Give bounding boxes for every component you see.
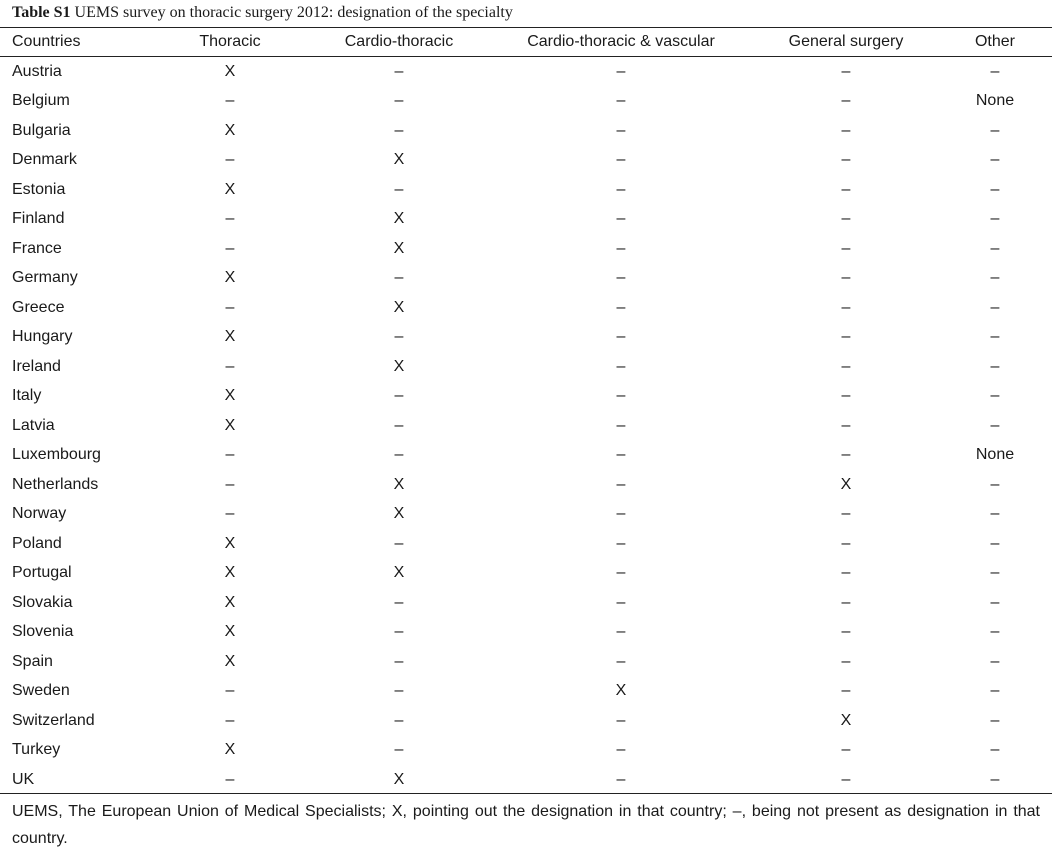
- cardio-thoracic-cell: –: [394, 593, 404, 611]
- table-row: [0, 588, 1052, 618]
- other-cell: –: [990, 210, 1000, 228]
- cardio-thoracic-vascular-cell: –: [616, 416, 626, 434]
- cardio-thoracic-cell: –: [394, 446, 404, 464]
- table-caption-text: UEMS survey on thoracic surgery 2012: designation of the specialty: [74, 4, 513, 21]
- table-row: [0, 352, 1052, 382]
- country-cell: Austria: [12, 62, 62, 80]
- cardio-thoracic-vascular-cell: –: [616, 475, 626, 493]
- cardio-thoracic-cell: –: [394, 180, 404, 198]
- cardio-thoracic-vascular-cell: –: [616, 770, 626, 788]
- country-cell: Greece: [12, 298, 65, 316]
- cardio-thoracic-cell: –: [394, 269, 404, 287]
- other-cell: –: [990, 180, 1000, 198]
- cardio-thoracic-vascular-cell: –: [616, 652, 626, 670]
- thoracic-cell: –: [225, 682, 235, 700]
- general-surgery-cell: –: [841, 623, 851, 641]
- other-cell: –: [990, 475, 1000, 493]
- general-surgery-cell: –: [841, 564, 851, 582]
- country-cell: Bulgaria: [12, 121, 71, 139]
- table-row: [0, 470, 1052, 500]
- table-caption: [12, 3, 513, 23]
- thoracic-cell: X: [224, 180, 236, 198]
- general-surgery-cell: –: [841, 239, 851, 257]
- other-cell: –: [990, 770, 1000, 788]
- thoracic-cell: –: [225, 151, 235, 169]
- general-surgery-cell: X: [840, 475, 852, 493]
- cardio-thoracic-cell: X: [393, 770, 405, 788]
- table-row: [0, 264, 1052, 294]
- cardio-thoracic-vascular-cell: –: [616, 151, 626, 169]
- other-cell: –: [990, 269, 1000, 287]
- cardio-thoracic-cell: –: [394, 92, 404, 110]
- table-footnote: UEMS, The European Union of Medical Specialists; X, pointing out the designation in that country; –, being not present as designation in that country.: [12, 803, 1040, 847]
- general-surgery-cell: –: [841, 387, 851, 405]
- table-row: [0, 56, 1052, 87]
- cardio-thoracic-cell: –: [394, 711, 404, 729]
- country-cell: Sweden: [12, 682, 70, 700]
- thoracic-cell: –: [225, 298, 235, 316]
- general-surgery-cell: –: [841, 770, 851, 788]
- table-row: [0, 293, 1052, 323]
- thoracic-cell: X: [224, 652, 236, 670]
- table-caption-label: Table S1: [12, 4, 71, 21]
- other-cell: –: [990, 357, 1000, 375]
- header-cardio-thoracic: Cardio-thoracic: [344, 33, 454, 50]
- other-cell: –: [990, 298, 1000, 316]
- table-row: [0, 234, 1052, 264]
- cardio-thoracic-cell: –: [394, 416, 404, 434]
- other-cell: –: [990, 328, 1000, 346]
- other-cell: –: [990, 711, 1000, 729]
- general-surgery-cell: X: [840, 711, 852, 729]
- other-cell: –: [990, 505, 1000, 523]
- country-cell: Hungary: [12, 328, 73, 346]
- country-cell: Spain: [12, 652, 53, 670]
- table-row: [0, 205, 1052, 235]
- table-row: [0, 500, 1052, 530]
- other-cell: None: [975, 446, 1015, 464]
- thoracic-cell: X: [224, 564, 236, 582]
- other-cell: –: [990, 623, 1000, 641]
- header-cardio-thoracic-vascular: Cardio-thoracic & vascular: [527, 33, 715, 50]
- general-surgery-cell: –: [841, 151, 851, 169]
- table-row: [0, 116, 1052, 146]
- general-surgery-cell: –: [841, 446, 851, 464]
- general-surgery-cell: –: [841, 505, 851, 523]
- general-surgery-cell: –: [841, 328, 851, 346]
- cardio-thoracic-cell: –: [394, 387, 404, 405]
- general-surgery-cell: –: [841, 682, 851, 700]
- country-cell: Luxembourg: [12, 446, 101, 464]
- cardio-thoracic-vascular-cell: –: [616, 711, 626, 729]
- thoracic-cell: X: [224, 416, 236, 434]
- country-cell: Slovakia: [12, 593, 73, 611]
- table-row: [0, 175, 1052, 205]
- country-cell: Germany: [12, 269, 78, 287]
- other-cell: –: [990, 387, 1000, 405]
- table-row: [0, 146, 1052, 176]
- other-cell: –: [990, 121, 1000, 139]
- thoracic-cell: X: [224, 328, 236, 346]
- general-surgery-cell: –: [841, 269, 851, 287]
- other-cell: –: [990, 593, 1000, 611]
- cardio-thoracic-cell: X: [393, 475, 405, 493]
- table-row: [0, 87, 1052, 117]
- cardio-thoracic-cell: –: [394, 121, 404, 139]
- country-cell: France: [12, 239, 62, 257]
- country-cell: Norway: [12, 505, 67, 523]
- table-row: [0, 441, 1052, 471]
- cardio-thoracic-vascular-cell: –: [616, 741, 626, 759]
- cardio-thoracic-vascular-cell: –: [616, 62, 626, 80]
- general-surgery-cell: –: [841, 210, 851, 228]
- cardio-thoracic-vascular-cell: –: [616, 564, 626, 582]
- table-row: [0, 618, 1052, 648]
- general-surgery-cell: –: [841, 121, 851, 139]
- table-row: [0, 647, 1052, 677]
- cardio-thoracic-vascular-cell: –: [616, 328, 626, 346]
- table-row: [0, 382, 1052, 412]
- table-row: [0, 559, 1052, 589]
- thoracic-cell: X: [224, 121, 236, 139]
- thoracic-cell: –: [225, 210, 235, 228]
- cardio-thoracic-cell: X: [393, 210, 405, 228]
- cardio-thoracic-vascular-cell: –: [616, 121, 626, 139]
- country-cell: Turkey: [12, 741, 61, 759]
- other-cell: –: [990, 652, 1000, 670]
- thoracic-cell: –: [225, 770, 235, 788]
- cardio-thoracic-cell: –: [394, 652, 404, 670]
- country-cell: UK: [12, 770, 35, 788]
- cardio-thoracic-cell: X: [393, 239, 405, 257]
- table-row: [0, 736, 1052, 766]
- cardio-thoracic-vascular-cell: –: [616, 623, 626, 641]
- cardio-thoracic-vascular-cell: X: [615, 682, 627, 700]
- table-row: [0, 529, 1052, 559]
- thoracic-cell: X: [224, 534, 236, 552]
- thoracic-cell: –: [225, 239, 235, 257]
- cardio-thoracic-vascular-cell: –: [616, 446, 626, 464]
- cardio-thoracic-cell: –: [394, 62, 404, 80]
- cardio-thoracic-cell: X: [393, 505, 405, 523]
- cardio-thoracic-vascular-cell: –: [616, 180, 626, 198]
- thoracic-cell: –: [225, 711, 235, 729]
- other-cell: –: [990, 534, 1000, 552]
- country-cell: Latvia: [12, 416, 55, 434]
- country-cell: Ireland: [12, 357, 61, 375]
- country-cell: Netherlands: [12, 475, 99, 493]
- table-header-row: [0, 28, 1052, 56]
- other-cell: –: [990, 564, 1000, 582]
- cardio-thoracic-cell: –: [394, 534, 404, 552]
- cardio-thoracic-cell: X: [393, 151, 405, 169]
- general-surgery-cell: –: [841, 593, 851, 611]
- table-row: [0, 706, 1052, 736]
- cardio-thoracic-cell: –: [394, 623, 404, 641]
- thoracic-cell: X: [224, 741, 236, 759]
- cardio-thoracic-cell: –: [394, 328, 404, 346]
- other-cell: –: [990, 741, 1000, 759]
- table-body: [0, 56, 1052, 795]
- table-row: [0, 323, 1052, 353]
- table-row: [0, 765, 1052, 795]
- other-cell: –: [990, 62, 1000, 80]
- thoracic-cell: –: [225, 357, 235, 375]
- country-cell: Slovenia: [12, 623, 74, 641]
- country-cell: Poland: [12, 534, 62, 552]
- header-countries: Countries: [12, 33, 81, 50]
- table-row: [0, 677, 1052, 707]
- cardio-thoracic-vascular-cell: –: [616, 534, 626, 552]
- general-surgery-cell: –: [841, 741, 851, 759]
- cardio-thoracic-cell: X: [393, 298, 405, 316]
- thoracic-cell: X: [224, 269, 236, 287]
- cardio-thoracic-vascular-cell: –: [616, 210, 626, 228]
- header-general-surgery: General surgery: [788, 33, 904, 50]
- general-surgery-cell: –: [841, 652, 851, 670]
- other-cell: –: [990, 416, 1000, 434]
- cardio-thoracic-vascular-cell: –: [616, 92, 626, 110]
- cardio-thoracic-vascular-cell: –: [616, 269, 626, 287]
- cardio-thoracic-vascular-cell: –: [616, 505, 626, 523]
- thoracic-cell: –: [225, 475, 235, 493]
- country-cell: Switzerland: [12, 711, 95, 729]
- specialty-designation-table: [0, 28, 1052, 795]
- table-header-rule: [0, 56, 1052, 57]
- table-row: [0, 411, 1052, 441]
- general-surgery-cell: –: [841, 416, 851, 434]
- country-cell: Italy: [12, 387, 42, 405]
- country-cell: Finland: [12, 210, 65, 228]
- cardio-thoracic-vascular-cell: –: [616, 298, 626, 316]
- cardio-thoracic-vascular-cell: –: [616, 593, 626, 611]
- country-cell: Portugal: [12, 564, 72, 582]
- other-cell: None: [975, 92, 1015, 110]
- cardio-thoracic-vascular-cell: –: [616, 387, 626, 405]
- cardio-thoracic-cell: –: [394, 682, 404, 700]
- general-surgery-cell: –: [841, 298, 851, 316]
- general-surgery-cell: –: [841, 180, 851, 198]
- country-cell: Estonia: [12, 180, 66, 198]
- thoracic-cell: X: [224, 62, 236, 80]
- cardio-thoracic-cell: X: [393, 564, 405, 582]
- general-surgery-cell: –: [841, 357, 851, 375]
- general-surgery-cell: –: [841, 92, 851, 110]
- thoracic-cell: –: [225, 446, 235, 464]
- other-cell: –: [990, 151, 1000, 169]
- country-cell: Denmark: [12, 151, 77, 169]
- cardio-thoracic-vascular-cell: –: [616, 357, 626, 375]
- other-cell: –: [990, 682, 1000, 700]
- thoracic-cell: X: [224, 387, 236, 405]
- other-cell: –: [990, 239, 1000, 257]
- cardio-thoracic-cell: –: [394, 741, 404, 759]
- thoracic-cell: –: [225, 92, 235, 110]
- table-bottom-rule: [0, 793, 1052, 794]
- general-surgery-cell: –: [841, 534, 851, 552]
- header-other: Other: [974, 33, 1015, 50]
- general-surgery-cell: –: [841, 62, 851, 80]
- cardio-thoracic-vascular-cell: –: [616, 239, 626, 257]
- country-cell: Belgium: [12, 92, 70, 110]
- thoracic-cell: X: [224, 623, 236, 641]
- header-thoracic: Thoracic: [199, 33, 261, 50]
- cardio-thoracic-cell: X: [393, 357, 405, 375]
- thoracic-cell: –: [225, 505, 235, 523]
- thoracic-cell: X: [224, 593, 236, 611]
